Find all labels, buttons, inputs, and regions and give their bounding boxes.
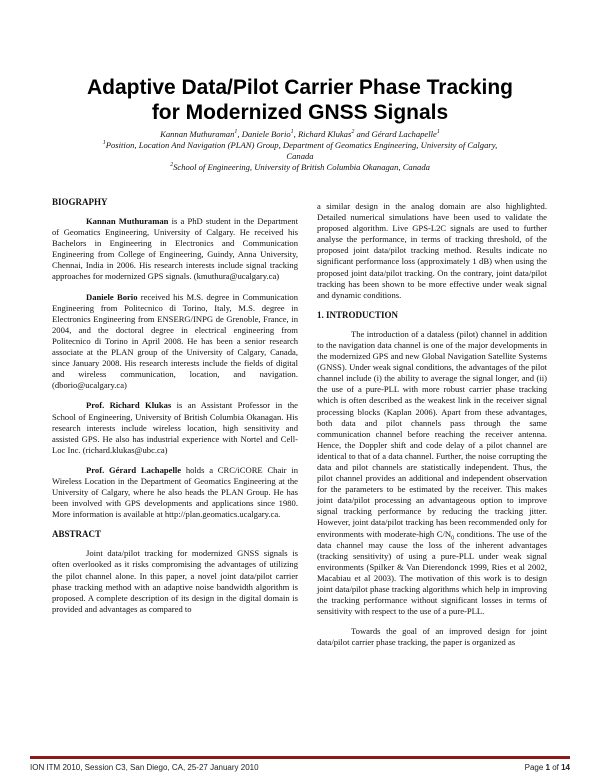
bio-paragraph bbox=[52, 216, 298, 283]
abstract-heading: ABSTRACT bbox=[52, 529, 102, 540]
author-separator: and bbox=[354, 129, 372, 139]
bio-name: Prof. Richard Klukas bbox=[86, 400, 172, 411]
bio-text: received his M.S. degree in Communication Engineering from Politecnico di Torino, Italy, M.S. degree in Electronics Engineering from ENSERG/INPG de Grenoble, France, in 2004, and the doctoral degree in electrical engineering from Politecnico di Torino in April 2008. He has been a senior research associate at the PLAN group of the University of Calgary, Canada, since January 2008. His research interests include the fields of digital and wireless communication, location, and navigation. (dborio@ucalgary.ca) bbox=[52, 291, 298, 391]
left-column bbox=[52, 197, 298, 624]
affiliation-2-text: School of Engineering, University of British Columbia Okanagan, Canada bbox=[173, 162, 430, 172]
affiliation-1 bbox=[60, 140, 540, 151]
author-block bbox=[60, 129, 540, 173]
title-line-1: Adaptive Data/Pilot Carrier Phase Tracking bbox=[87, 76, 513, 99]
introduction-paragraph-2: Towards the goal of an improved design for joint data/pilot carrier phase tracking, the paper is organized as bbox=[317, 626, 547, 648]
current-page: 1 bbox=[545, 763, 550, 772]
author-name: Gérard Lachapelle bbox=[371, 129, 437, 139]
total-pages: 14 bbox=[561, 763, 570, 772]
author-name: Daniele Borio bbox=[241, 129, 291, 139]
cn0-subscript: 0 bbox=[451, 535, 455, 542]
abstract-continued: a similar design in the analog domain are also highlighted. Detailed numerical simulations have been used to validate the proposed algorithm. Live GPS-L2C signals are used to further analyse the performance, in terms of tracking threshold, of the proposed joint data/pilot tracking method. Results indicate no significant performance loss (approximately 1 dB) when using the proposed joint data/pilot tracking. On the contrary, joint data/pilot tracking has been shown to be more effective under weak signal and dynamic conditions. bbox=[317, 201, 547, 300]
bio-text: is a PhD student in the Department of Geomatics Engineering, University of Calgary. He received his Bachelors in Engineering in Electronics and Communication Engineering from College of Engineering, Guindy, Anna University, Chennai, India in 2006. His research interests include signal tracking approaches for modernized GPS signals. (kmuthura@ucalgary.ca) bbox=[52, 216, 298, 282]
bio-name: Daniele Borio bbox=[86, 291, 138, 302]
abstract-text: Joint data/pilot tracking for modernized GNSS signals is often overlooked as it risks compromising the advantages of utilizing the pilot channel alone. In this paper, a novel joint data/pilot carrier phase tracking method with an adaptive noise bandwidth algorithm is proposed. A complete description of its design in the digital domain is provided and advantages as compared to bbox=[52, 548, 298, 614]
author-separator: , bbox=[293, 129, 298, 139]
title-line-2: for Modernized GNSS Signals bbox=[151, 101, 449, 124]
bio-text: holds a CRC/iCORE Chair in Wireless Location in the Department of Geomatics Engineering at the University of Calgary, where he also heads the PLAN Group. He has been involved with GPS developments and applications since 1980. More information is available at http://plan.geomatics.ucalgary.ca. bbox=[52, 464, 298, 520]
bio-paragraph bbox=[52, 465, 298, 520]
intro-text-b: conditions. The use of the data channel may cause the loss of the inherent advantages (tracking sensitivity) of using a pure-PLL under weak signal environments (Spilker & Van Dierendonck 1999, Ries et al 2002, Macabiau et al 2003). The motivation of this work is to design joint data/pilot phase tracking algorithms which help in improving the tracking performance without significant losses in terms of sensitivity with respect to the use of a pure-PLL. bbox=[317, 528, 547, 617]
author-affiliation-mark: 2 bbox=[351, 129, 355, 136]
right-column bbox=[317, 201, 547, 657]
biography-heading: BIOGRAPHY bbox=[52, 197, 108, 207]
author-name: Kannan Muthuraman bbox=[160, 129, 235, 139]
author-list bbox=[60, 129, 540, 140]
intro-text-a: The introduction of a dataless (pilot) channel in addition to the navigation data channel is one of the major developments in the modernized GPS and new Global Navigation Satellite Systems (GNSS). Under weak signal conditions, the advantages of the pilot channel include (i) the ability to average the signal longer, and (ii) the use of a pure-PLL with more robust carrier phase tracking which is often described as the weakest link in the receiver signal processing blocks (Kaplan 2006). Apart from these advantages, both data and pilot channels pass through the same communication channel before reaching the receiver antenna. Hence, the Doppler shift and code delay of a pilot channel are identical to that of a data channel. Further, the noise corrupting the data and pilot channels are statistically independent. Thus, the pilot channel provides an additional and independent observation for the parameters to be estimated by the receiver. This makes joint data/pilot processing an advantageous option to improve signal tracking performance by reducing the tracking jitter. However, joint data/pilot tracking has been recommended only for environments with moderate-high C/N bbox=[317, 328, 547, 539]
affiliation-2 bbox=[60, 162, 540, 173]
bio-text: is an Assistant Professor in the School of Engineering, University of British Columbia Okanagan. His research interests include wireless location, high sensitivity and assisted GPS. He also has industrial experience with Nortel and Cell-Loc Inc. (richard.klukas@ubc.ca) bbox=[52, 400, 298, 455]
author-separator: , bbox=[237, 129, 242, 139]
author-affiliation-mark: 1 bbox=[290, 129, 294, 136]
affiliation-1-number: 1 bbox=[102, 140, 106, 147]
affiliation-2-number: 2 bbox=[170, 162, 174, 169]
paper-title bbox=[40, 75, 560, 125]
footer-page-number bbox=[525, 763, 570, 772]
footer-conference: ION ITM 2010, Session C3, San Diego, CA, 25-27 January 2010 bbox=[30, 763, 259, 772]
bio-name: Kannan Muthuraman bbox=[86, 216, 169, 226]
introduction-heading: 1. INTRODUCTION bbox=[317, 309, 399, 320]
bio-paragraph bbox=[52, 292, 298, 392]
bio-name: Prof. Gérard Lachapelle bbox=[86, 464, 182, 475]
affiliation-1-country: Canada bbox=[286, 151, 314, 161]
page-label: Page bbox=[524, 763, 546, 772]
bio-paragraph bbox=[52, 400, 298, 455]
page-footer bbox=[30, 756, 570, 772]
affiliation-1-text: Position, Location And Navigation (PLAN) Group, Department of Geomatics Engineering, University of Calgary, bbox=[105, 140, 498, 150]
page-of: of bbox=[549, 763, 562, 772]
author-name: Richard Klukas bbox=[297, 129, 352, 139]
author-affiliation-mark: 1 bbox=[436, 129, 440, 136]
author-affiliation-mark: 1 bbox=[234, 129, 238, 136]
introduction-paragraph bbox=[317, 329, 547, 617]
